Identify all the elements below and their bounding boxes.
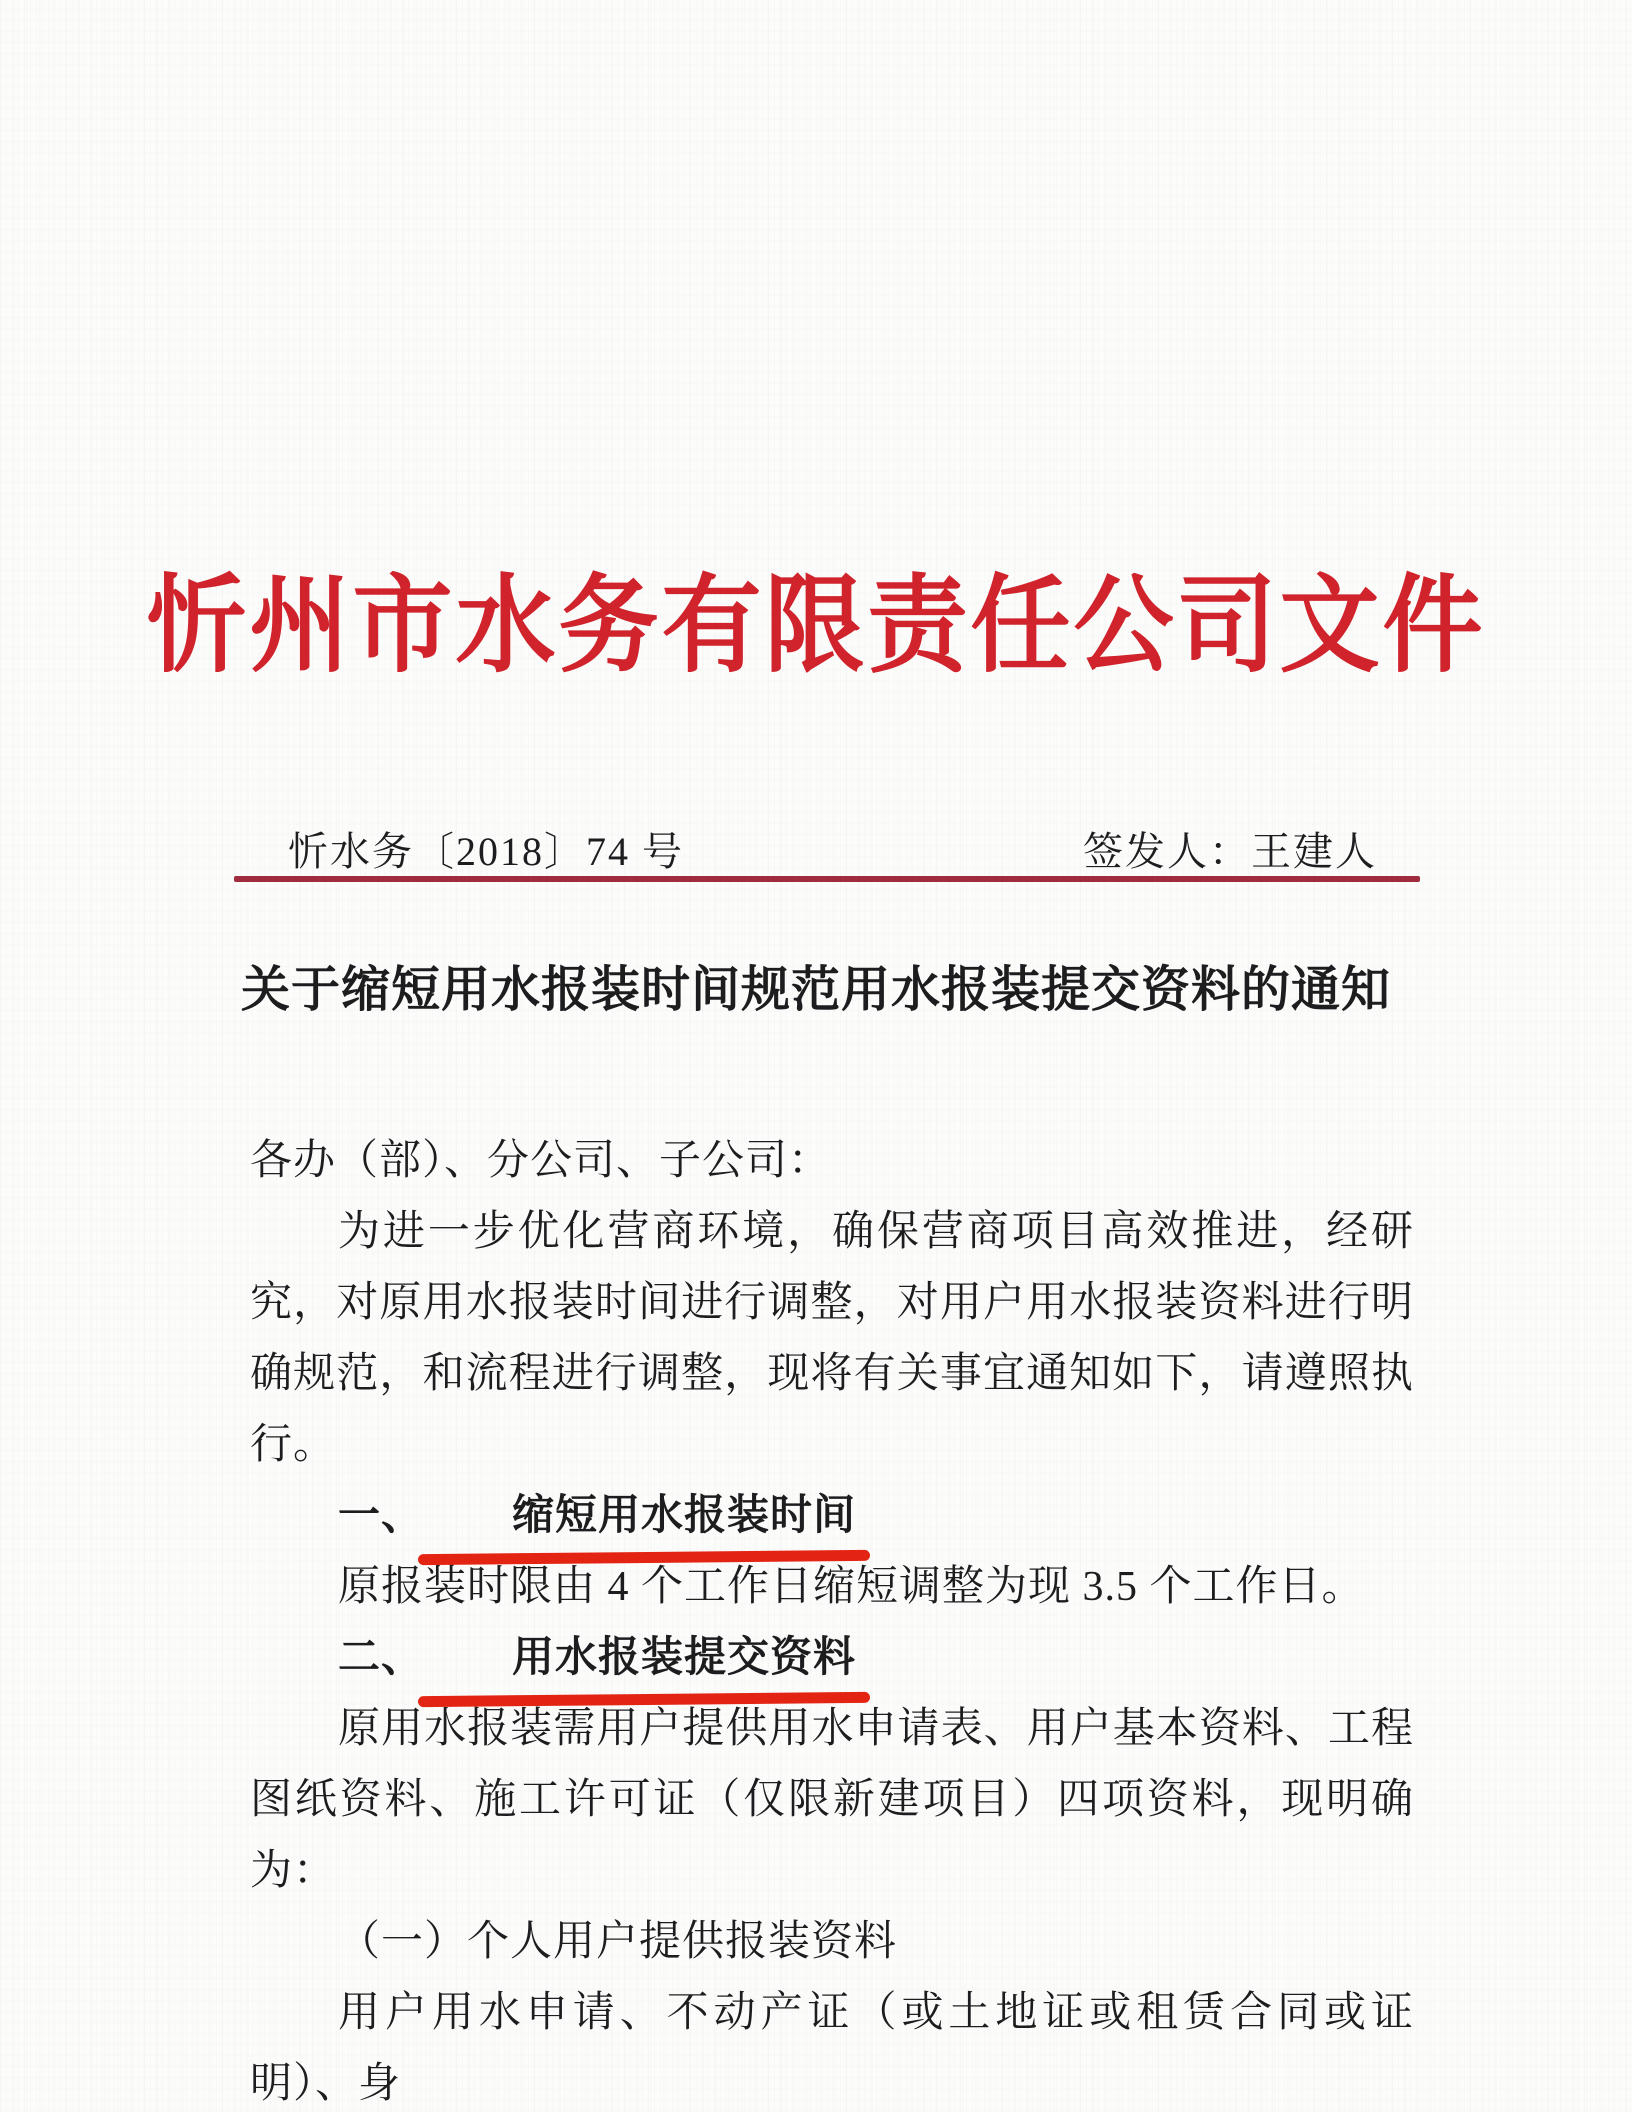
subheading-individual-users: （一）个人用户提供报装资料 (338, 1919, 898, 1965)
section-2-heading (250, 1623, 1414, 1694)
section-1-heading (250, 1481, 1414, 1552)
doc-meta-row (235, 828, 1417, 876)
section-2-title-wrap (424, 1623, 856, 1694)
intro-paragraph: 为进一步优化营商环境，确保营商项目高效推进，经研究，对原用水报装时间进行调整，对用户用水报装资料进行明确规范，和流程进行调整，现将有关事宜通知如下，请遵照执行。 (250, 1209, 1414, 1468)
section-2-title: 用水报装提交资料 (512, 1635, 857, 1681)
section-1-paragraph: 原报装时限由 4 个工作日缩短调整为现 3.5 个工作日。 (338, 1564, 1365, 1610)
section-2-paragraph: 原用水报装需用户提供用水申请表、用户基本资料、工程图纸资料、施工许可证（仅限新建项目）四项资料，现明确为： (250, 1706, 1414, 1894)
section-1-number: 一、 (338, 1493, 425, 1539)
document-title: 关于缩短用水报装时间规范用水报装提交资料的通知 (240, 962, 1391, 1017)
doc-number: 忻水务〔2018〕74 号 (288, 829, 684, 874)
truncated-last-line: 用户用水申请、不动产证（或土地证或租赁合同或证明）、身 (250, 1990, 1414, 2107)
salutation: 各办（部）、分公司、子公司： (250, 1138, 832, 1184)
signer (1083, 828, 1377, 876)
document-body (250, 1126, 1414, 2112)
signer-name: 王建人 (1251, 829, 1377, 874)
red-separator-rule (234, 876, 1420, 882)
section-2-number: 二、 (338, 1635, 425, 1681)
signer-label: 签发人： (1083, 829, 1251, 874)
section-1-title: 缩短用水报装时间 (512, 1493, 857, 1539)
org-header-title: 忻州市水务有限责任公司文件 (146, 567, 1486, 686)
section-1-title-wrap (424, 1481, 856, 1552)
